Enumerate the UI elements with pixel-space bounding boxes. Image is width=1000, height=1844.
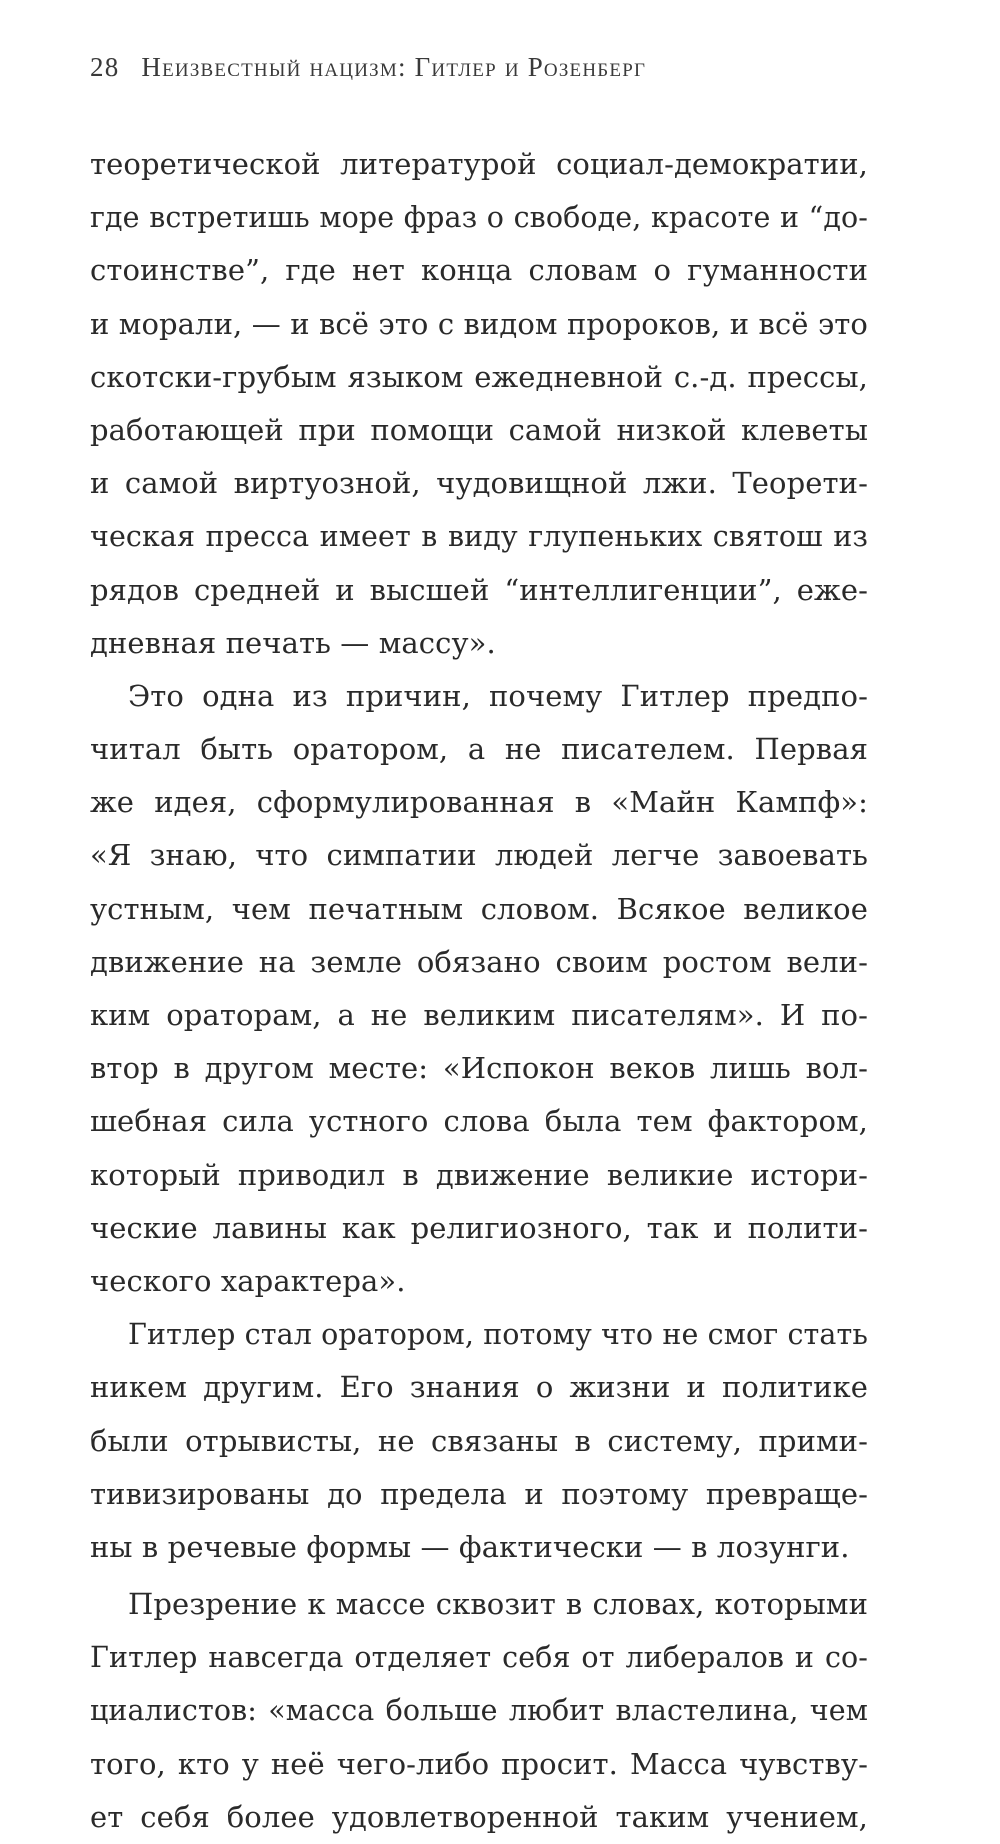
text-line: и самой виртуозной, чудовищной лжи. Теорети- xyxy=(90,466,868,501)
text-line: теоретической литературой социал-демократии, xyxy=(90,147,868,181)
text-line: «Я знаю, что симпатии людей легче завоевать xyxy=(90,838,868,873)
text-line: же идея, сформулированная в «Майн Кампф»: xyxy=(90,785,868,820)
text-line: ческого характера». xyxy=(90,1263,406,1298)
running-title: Неизвестный нацизм: Гитлер и Розенберг xyxy=(141,52,647,82)
paragraph xyxy=(90,670,868,1308)
text-line: циалистов: «масса больше любит властелина, чем xyxy=(90,1694,868,1728)
text-line: того, кто у неё чего-либо просит. Масса чувству- xyxy=(90,1746,868,1781)
paragraph xyxy=(90,1308,868,1574)
text-line: тивизированы до предела и поэтому превраще- xyxy=(90,1476,868,1511)
text-line: шебная сила устного слова была тем фактором, xyxy=(90,1104,868,1139)
text-line: втор в другом месте: «Испокон веков лишь вол- xyxy=(90,1051,868,1086)
text-line: Гитлер навсегда отделяет себя от либералов и со- xyxy=(90,1641,868,1675)
text-line: и морали, — и всё это с видом пророков, и всё это xyxy=(90,306,868,341)
body-text xyxy=(90,138,868,1844)
text-line: ким ораторам, а не великим писателям». И по- xyxy=(90,998,868,1032)
running-header xyxy=(90,52,646,83)
text-line: скотски-грубым языком ежедневной с.-д. прессы, xyxy=(90,359,868,394)
paragraph xyxy=(90,1578,868,1844)
text-line: ческие лавины как религиозного, так и полити- xyxy=(90,1210,868,1245)
text-line: ны в речевые формы — фактически — в лозунги. xyxy=(90,1529,850,1564)
text-line: стоинстве”, где нет конца словам о гуманности xyxy=(90,253,868,288)
text-line: Это одна из причин, почему Гитлер предпо- xyxy=(128,678,868,713)
text-line: читал быть оратором, а не писателем. Первая xyxy=(90,732,868,767)
paragraph xyxy=(90,138,868,670)
page-number: 28 xyxy=(90,52,120,82)
text-line: были отрывисты, не связаны в систему, прими- xyxy=(90,1423,868,1458)
text-line: работающей при помощи самой низкой клеветы xyxy=(90,412,868,447)
text-line: Презрение к массе сквозит в словах, которыми xyxy=(128,1587,868,1622)
text-line: движение на земле обязано своим ростом вели- xyxy=(90,944,868,979)
text-line: ет себя более удовлетворенной таким учением, xyxy=(90,1799,868,1834)
text-line: дневная печать — массу». xyxy=(90,625,496,660)
text-line: Гитлер стал оратором, потому что не смог стать xyxy=(128,1318,868,1352)
text-line: никем другим. Его знания о жизни и политике xyxy=(90,1370,868,1405)
text-line: ческая пресса имеет в виду глупеньких святош из xyxy=(90,520,868,554)
text-line: рядов средней и высшей “интеллигенции”, еже- xyxy=(90,572,868,607)
text-line: который приводил в движение великие истори- xyxy=(90,1157,868,1192)
text-line: где встретишь море фраз о свободе, красоте и “до- xyxy=(90,201,868,235)
text-line: устным, чем печатным словом. Всякое великое xyxy=(90,891,868,926)
